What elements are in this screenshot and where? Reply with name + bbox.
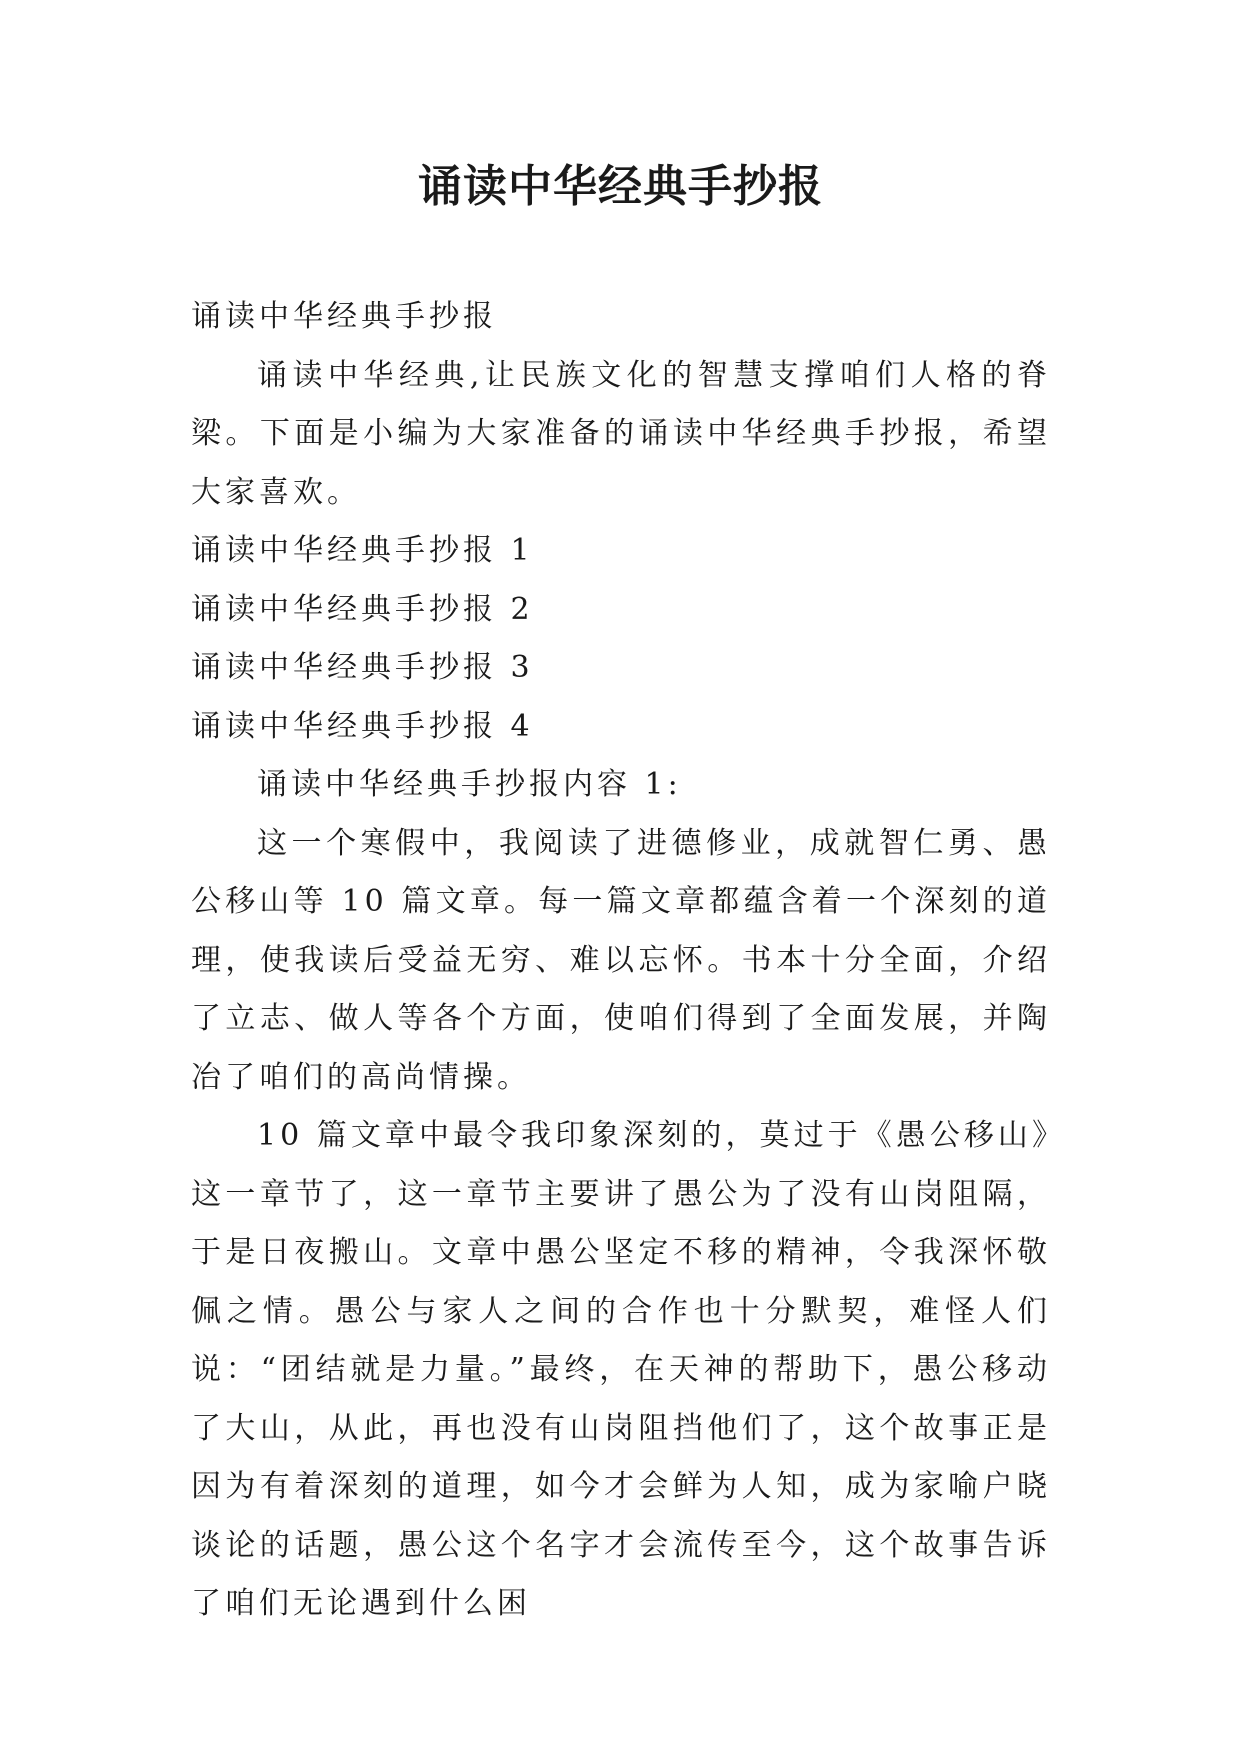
toc-item-3: 诵读中华经典手抄报 3 [191, 650, 534, 685]
subtitle-line: 诵读中华经典手抄报 [191, 299, 497, 334]
toc-item-4: 诵读中华经典手抄报 4 [191, 708, 534, 744]
content-heading: 诵读中华经典手抄报内容 1: [257, 767, 682, 802]
intro-paragraph: 诵读中华经典,让民族文化的智慧支撑咱们人格的脊梁。下面是小编为大家准备的诵读中华经典手抄报，希望大家喜欢。 [191, 357, 1051, 510]
document-body [191, 288, 1051, 1634]
document-title: 诵读中华经典手抄报 [418, 161, 823, 212]
toc-item-2: 诵读中华经典手抄报 2 [191, 591, 534, 627]
toc-item-1: 诵读中华经典手抄报 1 [191, 533, 534, 568]
body-paragraph-2: 10 篇文章中最令我印象深刻的，莫过于《愚公移山》这一章节了，这一章节主要讲了愚公为了没有山岗阻隔，于是日夜搬山。文章中愚公坚定不移的精神，令我深怀敬佩之情。愚公与家人之间的合作也十分默契，难怪人们说：“团结就是力量。”最终，在天神的帮助下，愚公移动了大山，从此，再也没有山岗阻挡他们了，这个故事正是因为有着深刻的道理，如今才会鲜为人知，成为家喻户晓谈论的话题，愚公这个名字才会流传至今，这个故事告诉了咱们无论遇到什么困 [191, 1118, 1051, 1621]
body-paragraph-1: 这一个寒假中，我阅读了进德修业，成就智仁勇、愚公移山等 10 篇文章。每一篇文章都蕴含着一个深刻的道理，使我读后受益无穷、难以忘怀。书本十分全面，介绍了立志、做人等各个方面，使咱们得到了全面发展，并陶冶了咱们的高尚情操。 [191, 825, 1051, 1095]
